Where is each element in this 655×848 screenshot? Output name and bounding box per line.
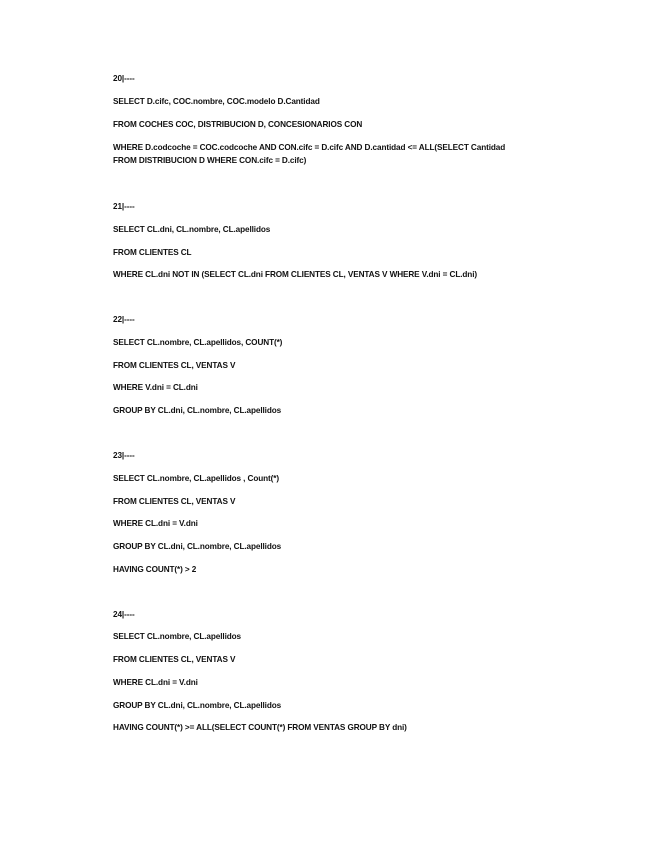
- query-24-group-by: GROUP BY CL.dni, CL.nombre, CL.apellidos: [113, 701, 282, 710]
- query-number-20: 20|----: [113, 74, 135, 83]
- query-number-21: 21|----: [113, 202, 135, 211]
- query-20-from: FROM COCHES COC, DISTRIBUCION D, CONCESIONARIOS CON: [113, 120, 363, 129]
- query-20-where: WHERE D.codcoche = COC.codcoche AND CON.cifc = D.cifc AND D.cantidad <= ALL(SELECT Cantidad FROM DISTRIBUCION D WHERE CON.cifc = D.cifc): [113, 143, 506, 165]
- query-23-from: FROM CLIENTES CL, VENTAS V: [113, 497, 236, 506]
- query-number-22: 22|----: [113, 315, 135, 324]
- query-number-24: 24|----: [113, 610, 135, 619]
- query-22-group-by: GROUP BY CL.dni, CL.nombre, CL.apellidos: [113, 406, 282, 415]
- query-22-where: WHERE V.dni = CL.dni: [113, 383, 198, 392]
- query-21-from: FROM CLIENTES CL: [113, 248, 192, 257]
- query-22-select: SELECT CL.nombre, CL.apellidos, COUNT(*): [113, 338, 283, 347]
- query-21-select: SELECT CL.dni, CL.nombre, CL.apellidos: [113, 225, 271, 234]
- query-24-select: SELECT CL.nombre, CL.apellidos: [113, 632, 242, 641]
- query-23-select: SELECT CL.nombre, CL.apellidos , Count(*): [113, 474, 280, 483]
- query-23-where: WHERE CL.dni = V.dni: [113, 519, 198, 528]
- query-23-having: HAVING COUNT(*) > 2: [113, 565, 197, 574]
- query-21-where: WHERE CL.dni NOT IN (SELECT CL.dni FROM CLIENTES CL, VENTAS V WHERE V.dni = CL.dni): [113, 270, 477, 279]
- query-22-from: FROM CLIENTES CL, VENTAS V: [113, 361, 236, 370]
- query-20-select: SELECT D.cifc, COC.nombre, COC.modelo D.Cantidad: [113, 97, 320, 106]
- query-23-group-by: GROUP BY CL.dni, CL.nombre, CL.apellidos: [113, 542, 282, 551]
- query-24-where: WHERE CL.dni = V.dni: [113, 678, 198, 687]
- query-number-23: 23|----: [113, 451, 135, 460]
- query-24-from: FROM CLIENTES CL, VENTAS V: [113, 655, 236, 664]
- query-24-having: HAVING COUNT(*) >= ALL(SELECT COUNT(*) FROM VENTAS GROUP BY dni): [113, 723, 407, 732]
